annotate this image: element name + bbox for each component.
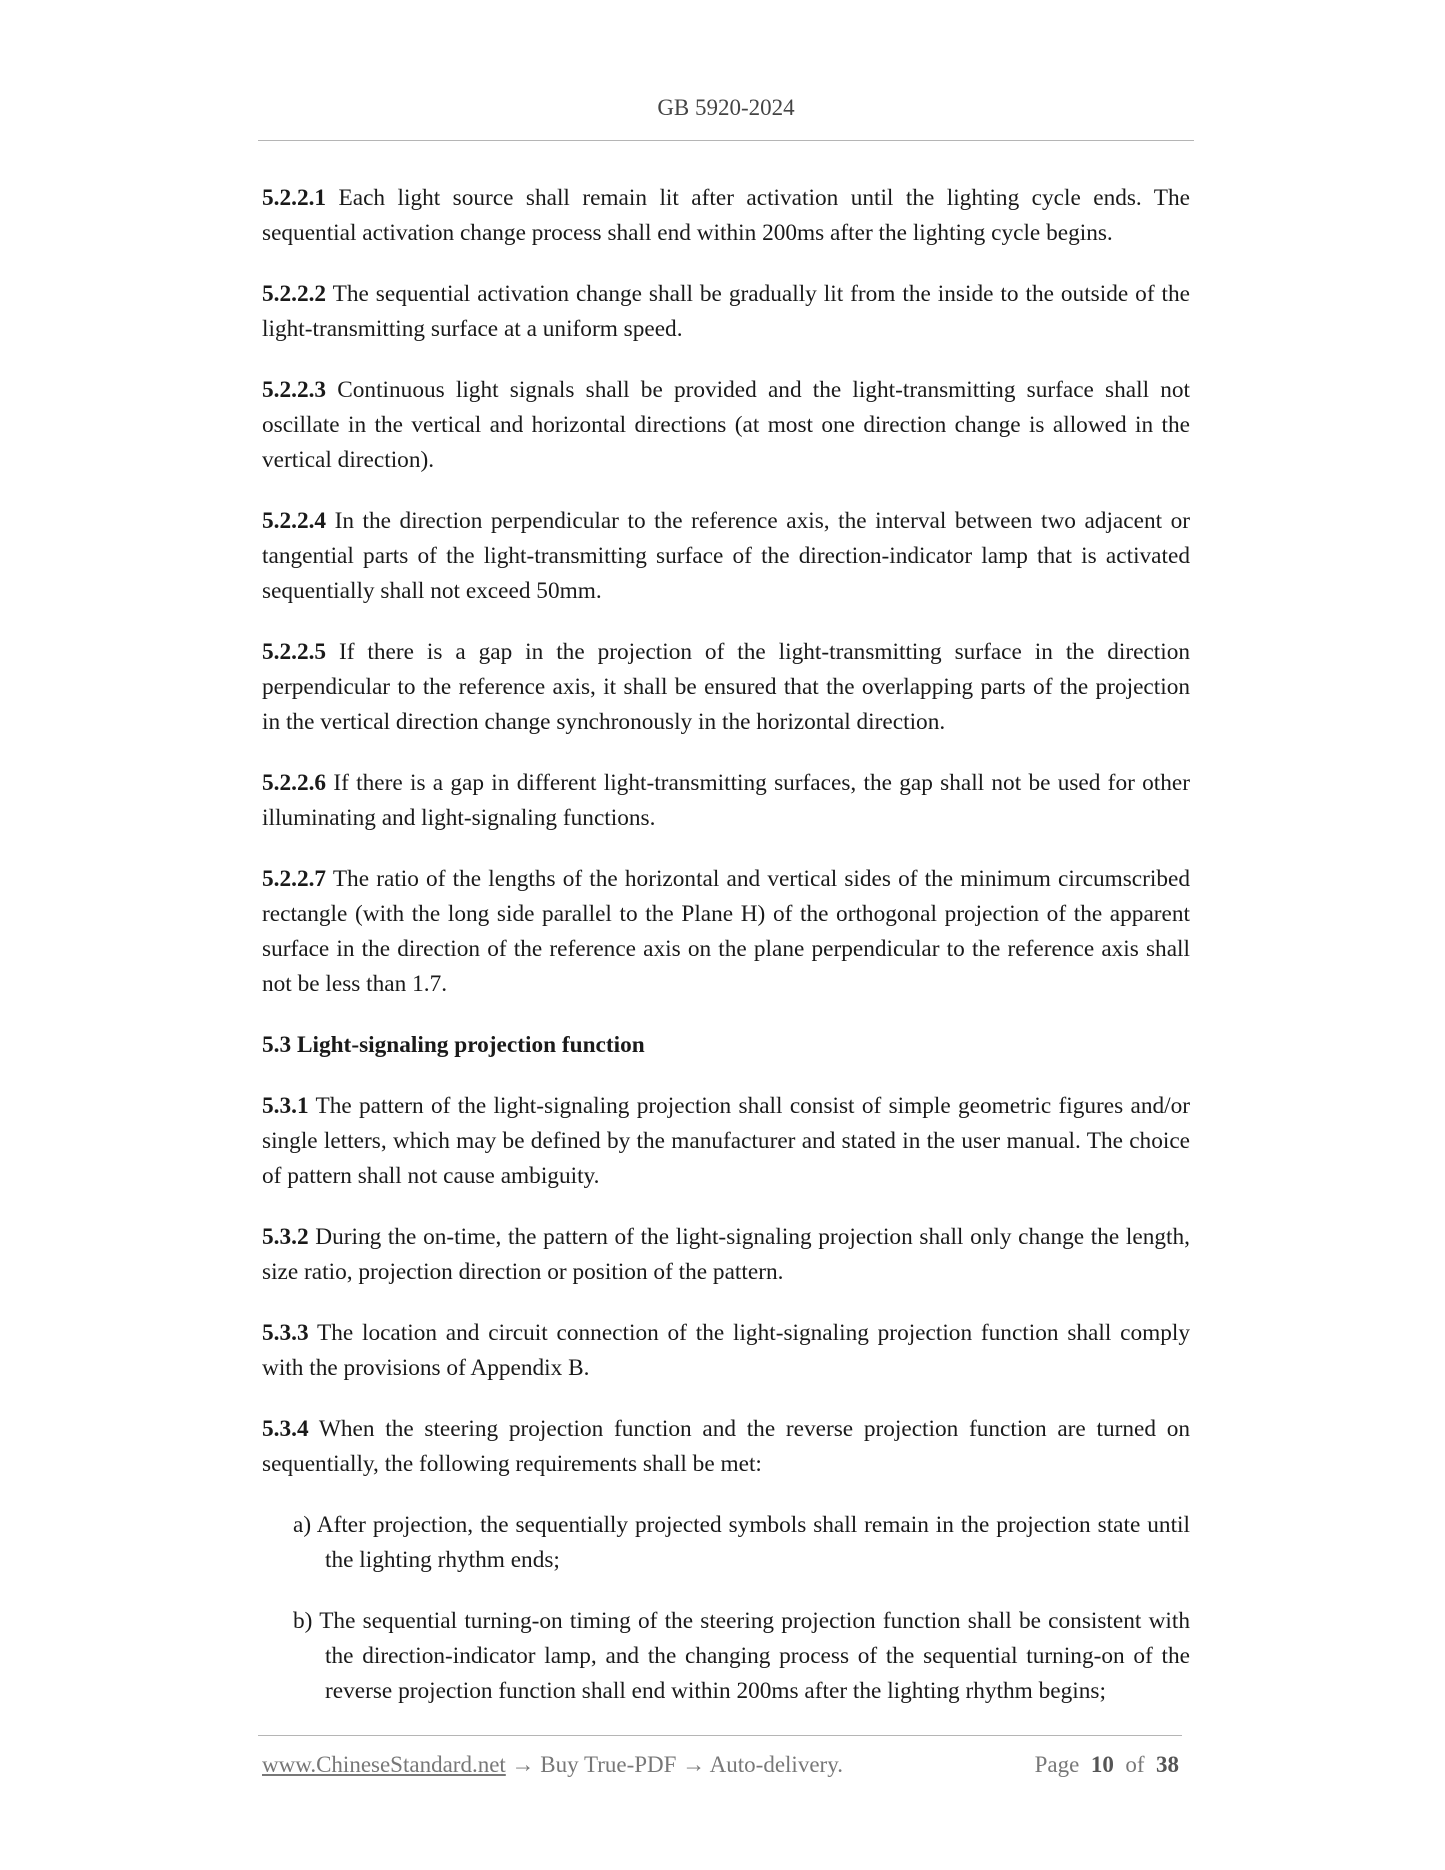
- clause-text: In the direction perpendicular to the reference axis, the interval between two adjacent or tangential parts of the light-transmitting surface of the direction-indicator lamp that is activated sequentially shall not exceed 50mm.: [262, 508, 1190, 604]
- clause-text: The pattern of the light-signaling projection shall consist of simple geometric figures and/or single letters, which may be defined by the manufacturer and stated in the user manual. The choice of pattern shall not cause ambiguity.: [262, 1093, 1190, 1189]
- footer-divider: [258, 1735, 1182, 1736]
- clause-5-3-1: [262, 1089, 1190, 1194]
- clause-5-3-4: [262, 1412, 1190, 1482]
- document-body: [262, 181, 1190, 1735]
- clause-number: 5.3.1: [262, 1093, 309, 1119]
- footer-promo: [262, 1752, 843, 1778]
- list-item-a: a) After projection, the sequentially projected symbols shall remain in the projection state until the lighting rhythm ends;: [293, 1512, 1190, 1573]
- clause-5-3-2: [262, 1220, 1190, 1290]
- clause-5-2-2-3: [262, 373, 1190, 478]
- section-heading: 5.3 Light-signaling projection function: [262, 1032, 645, 1058]
- clause-text: Each light source shall remain lit after activation until the lighting cycle ends. The sequential activation change process shall end within 200ms after the lighting cycle begins.: [262, 185, 1190, 246]
- clause-number: 5.3.2: [262, 1224, 309, 1250]
- header-divider: [258, 140, 1194, 141]
- page-label: Page: [1034, 1752, 1080, 1777]
- list-item-b: b) The sequential turning-on timing of the steering projection function shall be consistent with the direction-indicator lamp, and the changing process of the sequential turning-on of the reverse projection function shall end within 200ms after the lighting rhythm begins;: [293, 1608, 1190, 1704]
- clause-5-2-2-2: [262, 277, 1190, 347]
- clause-5-2-2-6: [262, 766, 1190, 836]
- buy-text: Buy True-PDF: [540, 1752, 677, 1777]
- page-header: [258, 95, 1194, 121]
- clause-number: 5.2.2.4: [262, 508, 327, 534]
- of-label: of: [1125, 1752, 1145, 1777]
- clause-5-2-2-4: [262, 504, 1190, 609]
- clause-5-2-2-7: [262, 862, 1190, 1002]
- clause-5-3-3: [262, 1316, 1190, 1386]
- clause-text: Continuous light signals shall be provided and the light-transmitting surface shall not oscillate in the vertical and horizontal directions (at most one direction change is allowed in the vertical direction).: [262, 377, 1190, 473]
- clause-text: The location and circuit connection of the light-signaling projection function shall comply with the provisions of Appendix B.: [262, 1320, 1190, 1381]
- clause-number: 5.2.2.6: [262, 770, 327, 796]
- clause-number: 5.3.4: [262, 1416, 309, 1442]
- total-pages: 38: [1156, 1752, 1179, 1777]
- clause-text: When the steering projection function and the reverse projection function are turned on sequentially, the following requirements shall be met:: [262, 1416, 1190, 1477]
- delivery-text: Auto-delivery.: [709, 1752, 843, 1777]
- clause-number: 5.2.2.1: [262, 185, 327, 211]
- site-link[interactable]: www.ChineseStandard.net: [262, 1752, 506, 1777]
- page-indicator: [1035, 1752, 1179, 1778]
- clause-text: During the on-time, the pattern of the light-signaling projection shall only change the length, size ratio, projection direction or position of the pattern.: [262, 1224, 1190, 1285]
- clause-text: The ratio of the lengths of the horizontal and vertical sides of the minimum circumscribed rectangle (with the long side parallel to the Plane H) of the orthogonal projection of the apparent surface in the direction of the reference axis on the plane perpendicular to the reference axis shall not be less than 1.7.: [262, 866, 1190, 997]
- clause-number: 5.2.2.2: [262, 281, 327, 307]
- clause-text: The sequential activation change shall be gradually lit from the inside to the outside of the light-transmitting surface at a uniform speed.: [262, 281, 1190, 342]
- document-id: GB 5920-2024: [657, 95, 795, 120]
- clause-number: 5.2.2.7: [262, 866, 327, 892]
- clause-5-2-2-1: [262, 181, 1190, 251]
- page-number: 10: [1090, 1752, 1114, 1777]
- clause-number: 5.2.2.3: [262, 377, 327, 403]
- arrow-icon: →: [505, 1752, 541, 1777]
- clause-number: 5.3.3: [262, 1320, 309, 1346]
- arrow-icon: →: [676, 1752, 710, 1777]
- clause-text: If there is a gap in the projection of the light-transmitting surface in the direction perpendicular to the reference axis, it shall be ensured that the overlapping parts of the projection in the vertical direction change synchronously in the horizontal direction.: [262, 639, 1190, 735]
- clause-text: If there is a gap in different light-transmitting surfaces, the gap shall not be used for other illuminating and light-signaling functions.: [262, 770, 1190, 831]
- clause-number: 5.2.2.5: [262, 639, 327, 665]
- clause-5-2-2-5: [262, 635, 1190, 740]
